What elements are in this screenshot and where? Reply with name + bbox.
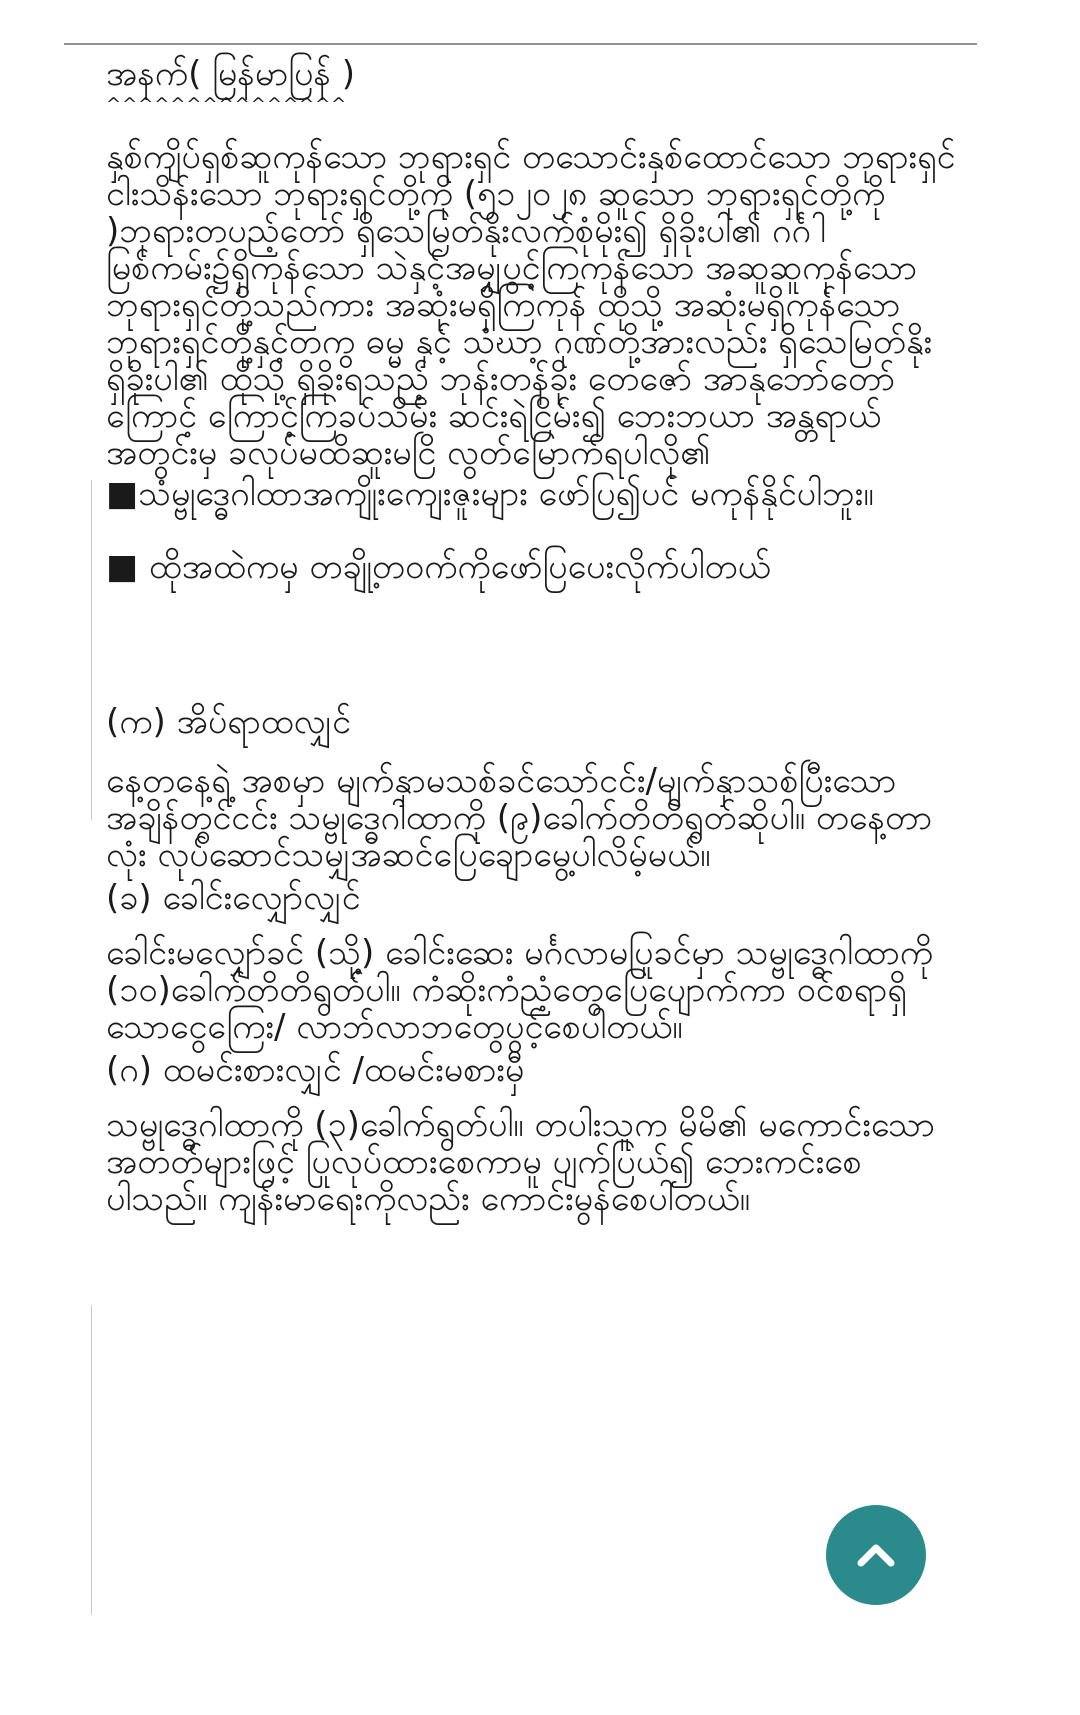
chevron-up-icon	[856, 1542, 896, 1568]
edge-line-lower	[91, 1305, 92, 1615]
section-body-ka: နေ့တနေ့ရဲ့ အစမှာ မျက်နှာမသစ်ခင်သော်ငင်း/မျက်နှာသစ်ပြီးသောအချိန်တွင်ငင်း သမ္ဗုဒ္ဓေဂါထာကို (၉)ခေါက်တိတိရွတ်ဆိုပါ။ တနေ့တာလုံး လုပ်ဆောင်သမျှအဆင်ပြေချောမွေ့ပါလိမ့်မယ်။	[106, 761, 933, 875]
section-body-kha: ခေါင်းမလျှော်ခင် (သို့) ခေါင်းဆေး မင်္ဂလာမပြုခင်မှာ သမ္ဗုဒ္ဓေဂါထာကို (၁၀)ခေါက်တိတိရွတ်ပါ။ ကံဆိုးကံညံ့တွေပြေပျောက်ကာ ဝင်စရာရှိသောငွေကြေး/ လာဘ်လာဘတွေပွင့်စေပါတယ်။	[106, 933, 934, 1047]
section-heading-ga: (ဂ) ထမင်းစားလျှင် /ထမင်းမစားမှီ	[106, 1050, 525, 1090]
scroll-to-top-button[interactable]	[826, 1505, 926, 1605]
section-body-ga: သမ္ဗုဒ္ဓေဂါထာကို (၃)ခေါက်ရွတ်ပါ။ တပါးသူက မိမိ၏ မကောင်းသော အတတ်များဖြင့် ပြုလုပ်ထားစေကာမူ ပျက်ပြယ်၍ ဘေးကင်းစေပါသည်။ ကျန်းမာရေးကိုလည်း ကောင်းမွန်စေပါတယ်။	[106, 1105, 935, 1219]
section-heading-kha: (ခ) ခေါင်းလျှော်လျှင်	[106, 878, 361, 918]
benefits-note: ■သံမ္ဗုဒ္ဓေဂါထာအကျိုးကျေးဇူးများ ဖော်ပြ၍ပင် မကုန်နိုင်ပါဘူး။	[106, 474, 874, 514]
article-body	[106, 56, 956, 1218]
caret-divider: ^^^^^^^^^^^^^^^	[106, 94, 348, 115]
selection-note: ■ ထိုအထဲကမှ တချို့တဝက်ကိုဖော်ပြပေးလိုက်ပါတယ်	[106, 547, 771, 587]
intro-paragraph: နှစ်ကျိပ်ရှစ်ဆူကုန်သော ဘုရားရှင် တသောင်းနှစ်ထောင်သော ဘုရားရှင် ငါးသိန်းသော ဘုရားရှင်တို့ကို (၅၁၂၀၂၈ ဆူသော ဘုရားရှင်တို့ကို )ဘုရားတပည့်တော် ရှိသေမြတ်နိုးလက်စုံမိုး၍ ရှိခိုးပါ၏ ဂင်္ဂါမြစ်ကမ်း၌ရှိကုန်သော သဲနှင့်အမျှပွင့်ကြကုန်သော အဆူဆူကုန်သော ဘုရားရှင်တို့သည်ကား အဆုံးမရှိကြကုန် ထိုသို့ အဆုံးမရှိကုန်သော ဘုရားရှင်တို့နှင့်တကွ ဓမ္မ နှင့် သံဃာ့ ဂုဏ်တို့အားလည်း ရှိသေမြတ်နိုးရှိခိုးပါ၏ ထိုသို့ ရှိခိုးရသည့် ဘုန်းတန်ခိုး တေဇော် အာနုဘော်တော် ကြောင့် ကြောင့်ကြခပ်သိမ်း ဆင်းရဲငြိမ်း၍ ဘေးဘယာ အန္တရာယ်အတွင်းမှ ခလုပ်မထိဆူးမငြိ လွတ်မြောက်ရပါလို၏	[106, 137, 956, 473]
section-heading-ka: (က) အိပ်ရာထလျှင်	[106, 702, 352, 742]
article-title: အနက်( မြန်မာပြန် )	[106, 54, 356, 94]
top-divider	[64, 43, 977, 45]
edge-line-upper	[91, 480, 92, 820]
